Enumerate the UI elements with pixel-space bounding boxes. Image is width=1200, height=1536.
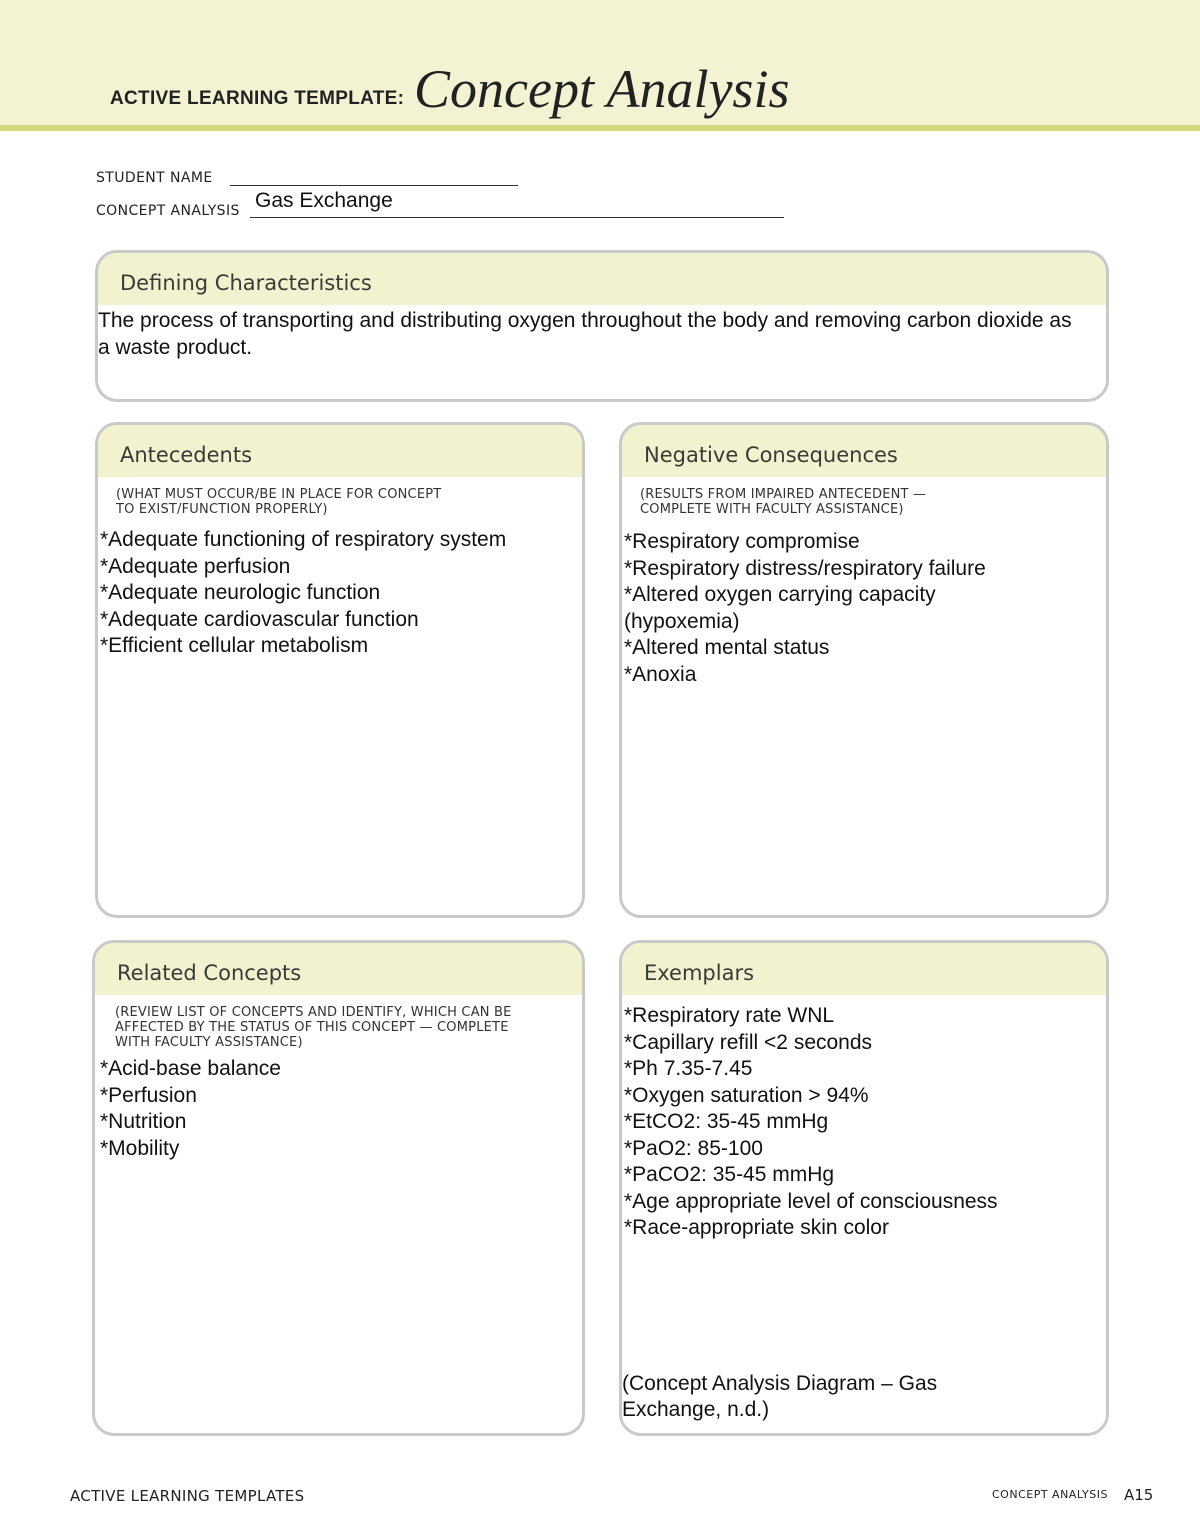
list-item: (hypoxemia) xyxy=(624,609,740,633)
list-item: *PaCO2: 35-45 mmHg xyxy=(624,1163,835,1186)
negative-consequences-note: (RESULTS FROM IMPAIRED ANTECEDENT — COMPLETE WITH FACULTY ASSISTANCE) xyxy=(640,487,927,517)
page-title: Concept Analysis xyxy=(414,59,790,119)
list-item: *Respiratory rate WNL xyxy=(624,1004,835,1027)
exemplars-box xyxy=(619,940,1109,1436)
list-item: *Ph 7.35-7.45 xyxy=(624,1057,753,1080)
negative-consequences-heading: Negative Consequences xyxy=(622,425,1106,477)
student-name-label: STUDENT NAME xyxy=(96,170,213,186)
related-concepts-box xyxy=(92,940,585,1436)
list-item: *Age appropriate level of consciousness xyxy=(624,1189,998,1213)
list-item: *Perfusion xyxy=(100,1083,197,1107)
negative-consequences-list[interactable] xyxy=(624,529,1106,688)
list-item: *Adequate functioning of respiratory system xyxy=(100,528,507,551)
list-item: *Capillary refill <2 seconds xyxy=(624,1030,873,1054)
list-item: *Adequate neurologic function xyxy=(100,581,381,604)
list-item: *Respiratory compromise xyxy=(624,530,860,553)
list-item: *Anoxia xyxy=(624,662,697,686)
negative-consequences-box xyxy=(619,422,1109,918)
defining-characteristics-box xyxy=(95,250,1109,402)
exemplars-heading: Exemplars xyxy=(622,943,1106,995)
student-name-field[interactable] xyxy=(236,164,516,186)
related-concepts-note: (REVIEW LIST OF CONCEPTS AND IDENTIFY, WHICH CAN BE AFFECTED BY THE STATUS OF THIS CONCEPT — COMPLETE WITH FACULTY ASSISTANCE) xyxy=(115,1005,512,1050)
antecedents-note: (WHAT MUST OCCUR/BE IN PLACE FOR CONCEPT TO EXIST/FUNCTION PROPERLY) xyxy=(116,487,442,517)
exemplars-list[interactable] xyxy=(624,1003,1106,1242)
exemplars-citation: (Concept Analysis Diagram – Gas Exchange, n.d.) xyxy=(622,1372,938,1421)
list-item: *Altered mental status xyxy=(624,636,830,659)
list-item: *Acid-base balance xyxy=(100,1057,281,1080)
header-rule xyxy=(0,125,1200,131)
list-item: *Race-appropriate skin color xyxy=(624,1216,889,1239)
related-concepts-heading: Related Concepts xyxy=(95,943,582,995)
list-item: *Adequate perfusion xyxy=(100,554,291,578)
footer-right-text: CONCEPT ANALYSIS xyxy=(992,1488,1108,1501)
related-concepts-list[interactable] xyxy=(100,1056,582,1162)
concept-analysis-label: CONCEPT ANALYSIS xyxy=(96,203,240,219)
antecedents-list[interactable] xyxy=(100,527,582,660)
defining-characteristics-text[interactable]: The process of transporting and distributing oxygen throughout the body and removing carbon dioxide as a waste product. xyxy=(98,309,1072,359)
list-item: *EtCO2: 35-45 mmHg xyxy=(624,1110,829,1133)
list-item: *Mobility xyxy=(100,1136,180,1160)
concept-analysis-line xyxy=(250,217,784,218)
list-item: *Altered oxygen carrying capacity xyxy=(624,583,936,606)
template-label: ACTIVE LEARNING TEMPLATE: xyxy=(110,88,405,109)
footer-left-text: ACTIVE LEARNING TEMPLATES xyxy=(70,1487,305,1505)
antecedents-heading: Antecedents xyxy=(98,425,582,477)
list-item: *Oxygen saturation > 94% xyxy=(624,1083,869,1107)
antecedents-box xyxy=(95,422,585,918)
list-item: *Respiratory distress/respiratory failure xyxy=(624,556,986,580)
list-item: *Adequate cardiovascular function xyxy=(100,607,419,631)
list-item: *Efficient cellular metabolism xyxy=(100,634,369,657)
defining-characteristics-heading: Defining Characteristics xyxy=(98,253,1106,305)
concept-analysis-field[interactable]: Gas Exchange xyxy=(255,189,393,212)
list-item: *Nutrition xyxy=(100,1110,187,1133)
page-number: A15 xyxy=(1124,1486,1154,1504)
list-item: *PaO2: 85-100 xyxy=(624,1136,763,1160)
